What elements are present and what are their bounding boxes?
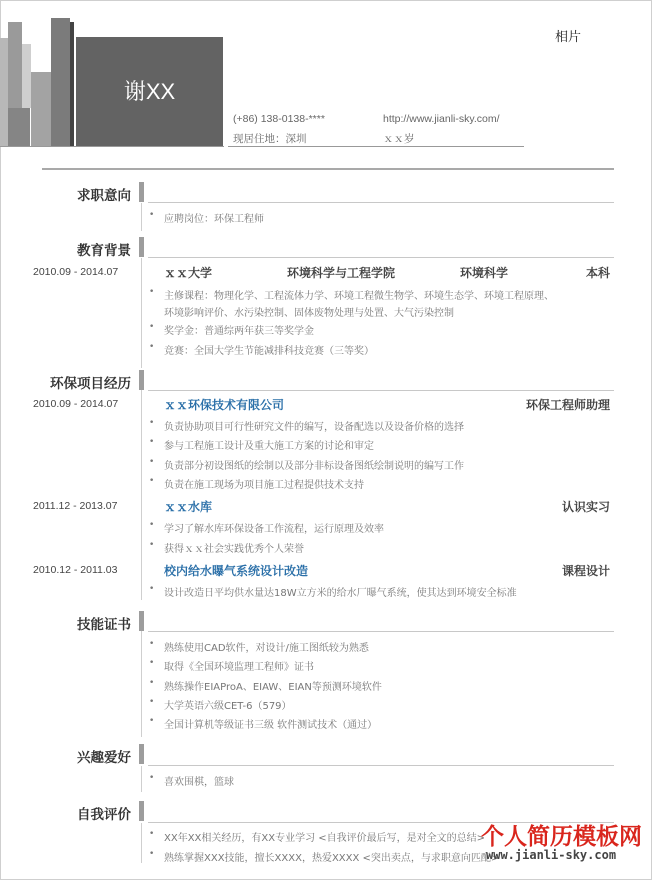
section-marker [139, 182, 144, 202]
education-college: 环境科学与工程学院 [287, 266, 396, 280]
list-item: • 竞赛：全国大学生节能减排科技竞赛（三等奖） [152, 342, 374, 357]
education-date: 2010.09 - 2014.07 [33, 266, 119, 278]
list-item: • 设计改造日平均供水量达18W立方米的给水厂曝气系统，使其达到环境安全标准 [152, 584, 517, 599]
list-item: • 获得ｘｘ社会实践优秀个人荣誉 [152, 540, 304, 555]
project-org: ｘｘ水库 [164, 500, 213, 514]
section-title-hobbies: 兴趣爱好 [77, 750, 131, 766]
list-item: • XX年XX相关经历，有XX专业学习 <自我评价最后写，是对全文的总结> [152, 829, 485, 844]
education-degree: 本科 [585, 266, 610, 280]
section-divider [148, 202, 614, 203]
list-item: • 应聘岗位：环保工程师 [152, 210, 264, 225]
header-divider [228, 146, 524, 147]
phone-text: (+86) 138-0138-**** [233, 113, 325, 125]
section-title-self-eval: 自我评价 [77, 807, 131, 823]
project-role: 环保工程师助理 [525, 398, 610, 412]
list-item-continued: 环境影响评价、水污染控制、固体废物处理与处置、大气污染控制 [164, 308, 454, 319]
project-date: 2011.12 - 2013.07 [33, 500, 118, 512]
list-item: • 全国计算机等级证书三级 软件测试技术（通过） [152, 716, 377, 731]
list-item: • 负责部分初设图纸的绘制以及部分非标设备图纸绘制说明的编写工作 [152, 457, 464, 472]
website-link[interactable]: http://www.jianli-sky.com/ [383, 113, 500, 125]
project-org: ｘｘ环保技术有限公司 [164, 398, 285, 412]
section-marker [139, 237, 144, 257]
section-divider [148, 631, 614, 632]
name-banner [76, 37, 223, 146]
list-item: • 喜欢围棋，篮球 [152, 773, 234, 788]
education-major: 环境科学 [460, 266, 509, 280]
section-marker [139, 611, 144, 631]
list-item: • 负责协助项目可行性研究文件的编写，设备配选以及设备价格的选择 [152, 418, 464, 433]
top-divider [42, 168, 614, 170]
section-divider [148, 390, 614, 391]
list-item: • 主修课程：物理化学、工程流体力学、环境工程微生物学、环境生态学、环境工程原理、 [152, 287, 554, 302]
candidate-name: 谢XX [123, 79, 176, 104]
list-item: • 熟练操作EIAProA、EIAW、EIAN等预测环境软件 [152, 678, 382, 693]
section-title-education: 教育背景 [77, 243, 131, 259]
timeline-line [141, 766, 142, 792]
timeline-line [141, 258, 142, 368]
list-item: • 取得《全国环境监理工程师》证书 [152, 658, 314, 673]
list-item: • 大学英语六级CET-6（579） [152, 697, 292, 712]
education-school: ｘｘ大学 [164, 266, 213, 280]
section-title-projects: 环保项目经历 [50, 376, 131, 392]
list-item: • 奖学金：普通综两年获三等奖学金 [152, 322, 314, 337]
residence-text: 现居住地：深圳 [233, 133, 307, 145]
section-marker [139, 744, 144, 764]
timeline-line [141, 823, 142, 863]
section-title-skills: 技能证书 [77, 617, 131, 633]
project-date: 2010.09 - 2014.07 [33, 398, 119, 410]
timeline-line [141, 631, 142, 737]
list-item: • 学习了解水库环保设备工作流程，运行原理及效率 [152, 520, 384, 535]
section-marker [139, 801, 144, 821]
section-divider [148, 765, 614, 766]
photo-placeholder: 相片 [555, 30, 582, 45]
project-role: 认识实习 [561, 500, 610, 514]
timeline-line [141, 203, 142, 231]
list-item: • 负责在施工现场为项目施工过程提供技术支持 [152, 476, 364, 491]
section-title-objective: 求职意向 [77, 188, 131, 204]
list-item: • 参与工程施工设计及重大施工方案的讨论和审定 [152, 437, 374, 452]
watermark-url: www.jianli-sky.com [486, 848, 617, 862]
watermark-text: 个人简历模板网 [481, 824, 642, 850]
project-date: 2010.12 - 2011.03 [33, 564, 118, 576]
timeline-line [141, 390, 142, 600]
section-marker [139, 370, 144, 390]
project-org: 校内给水曝气系统设计改造 [164, 564, 309, 578]
list-item: • 熟练掌握XXX技能，擅长XXXX，热爱XXXX <突出卖点，与求职意向匹配> [152, 849, 499, 864]
age-text: ｘｘ岁 [383, 133, 415, 145]
project-role: 课程设计 [561, 564, 610, 578]
list-item: • 熟练使用CAD软件，对设计/施工图纸较为熟悉 [152, 639, 369, 654]
section-divider [148, 257, 614, 258]
